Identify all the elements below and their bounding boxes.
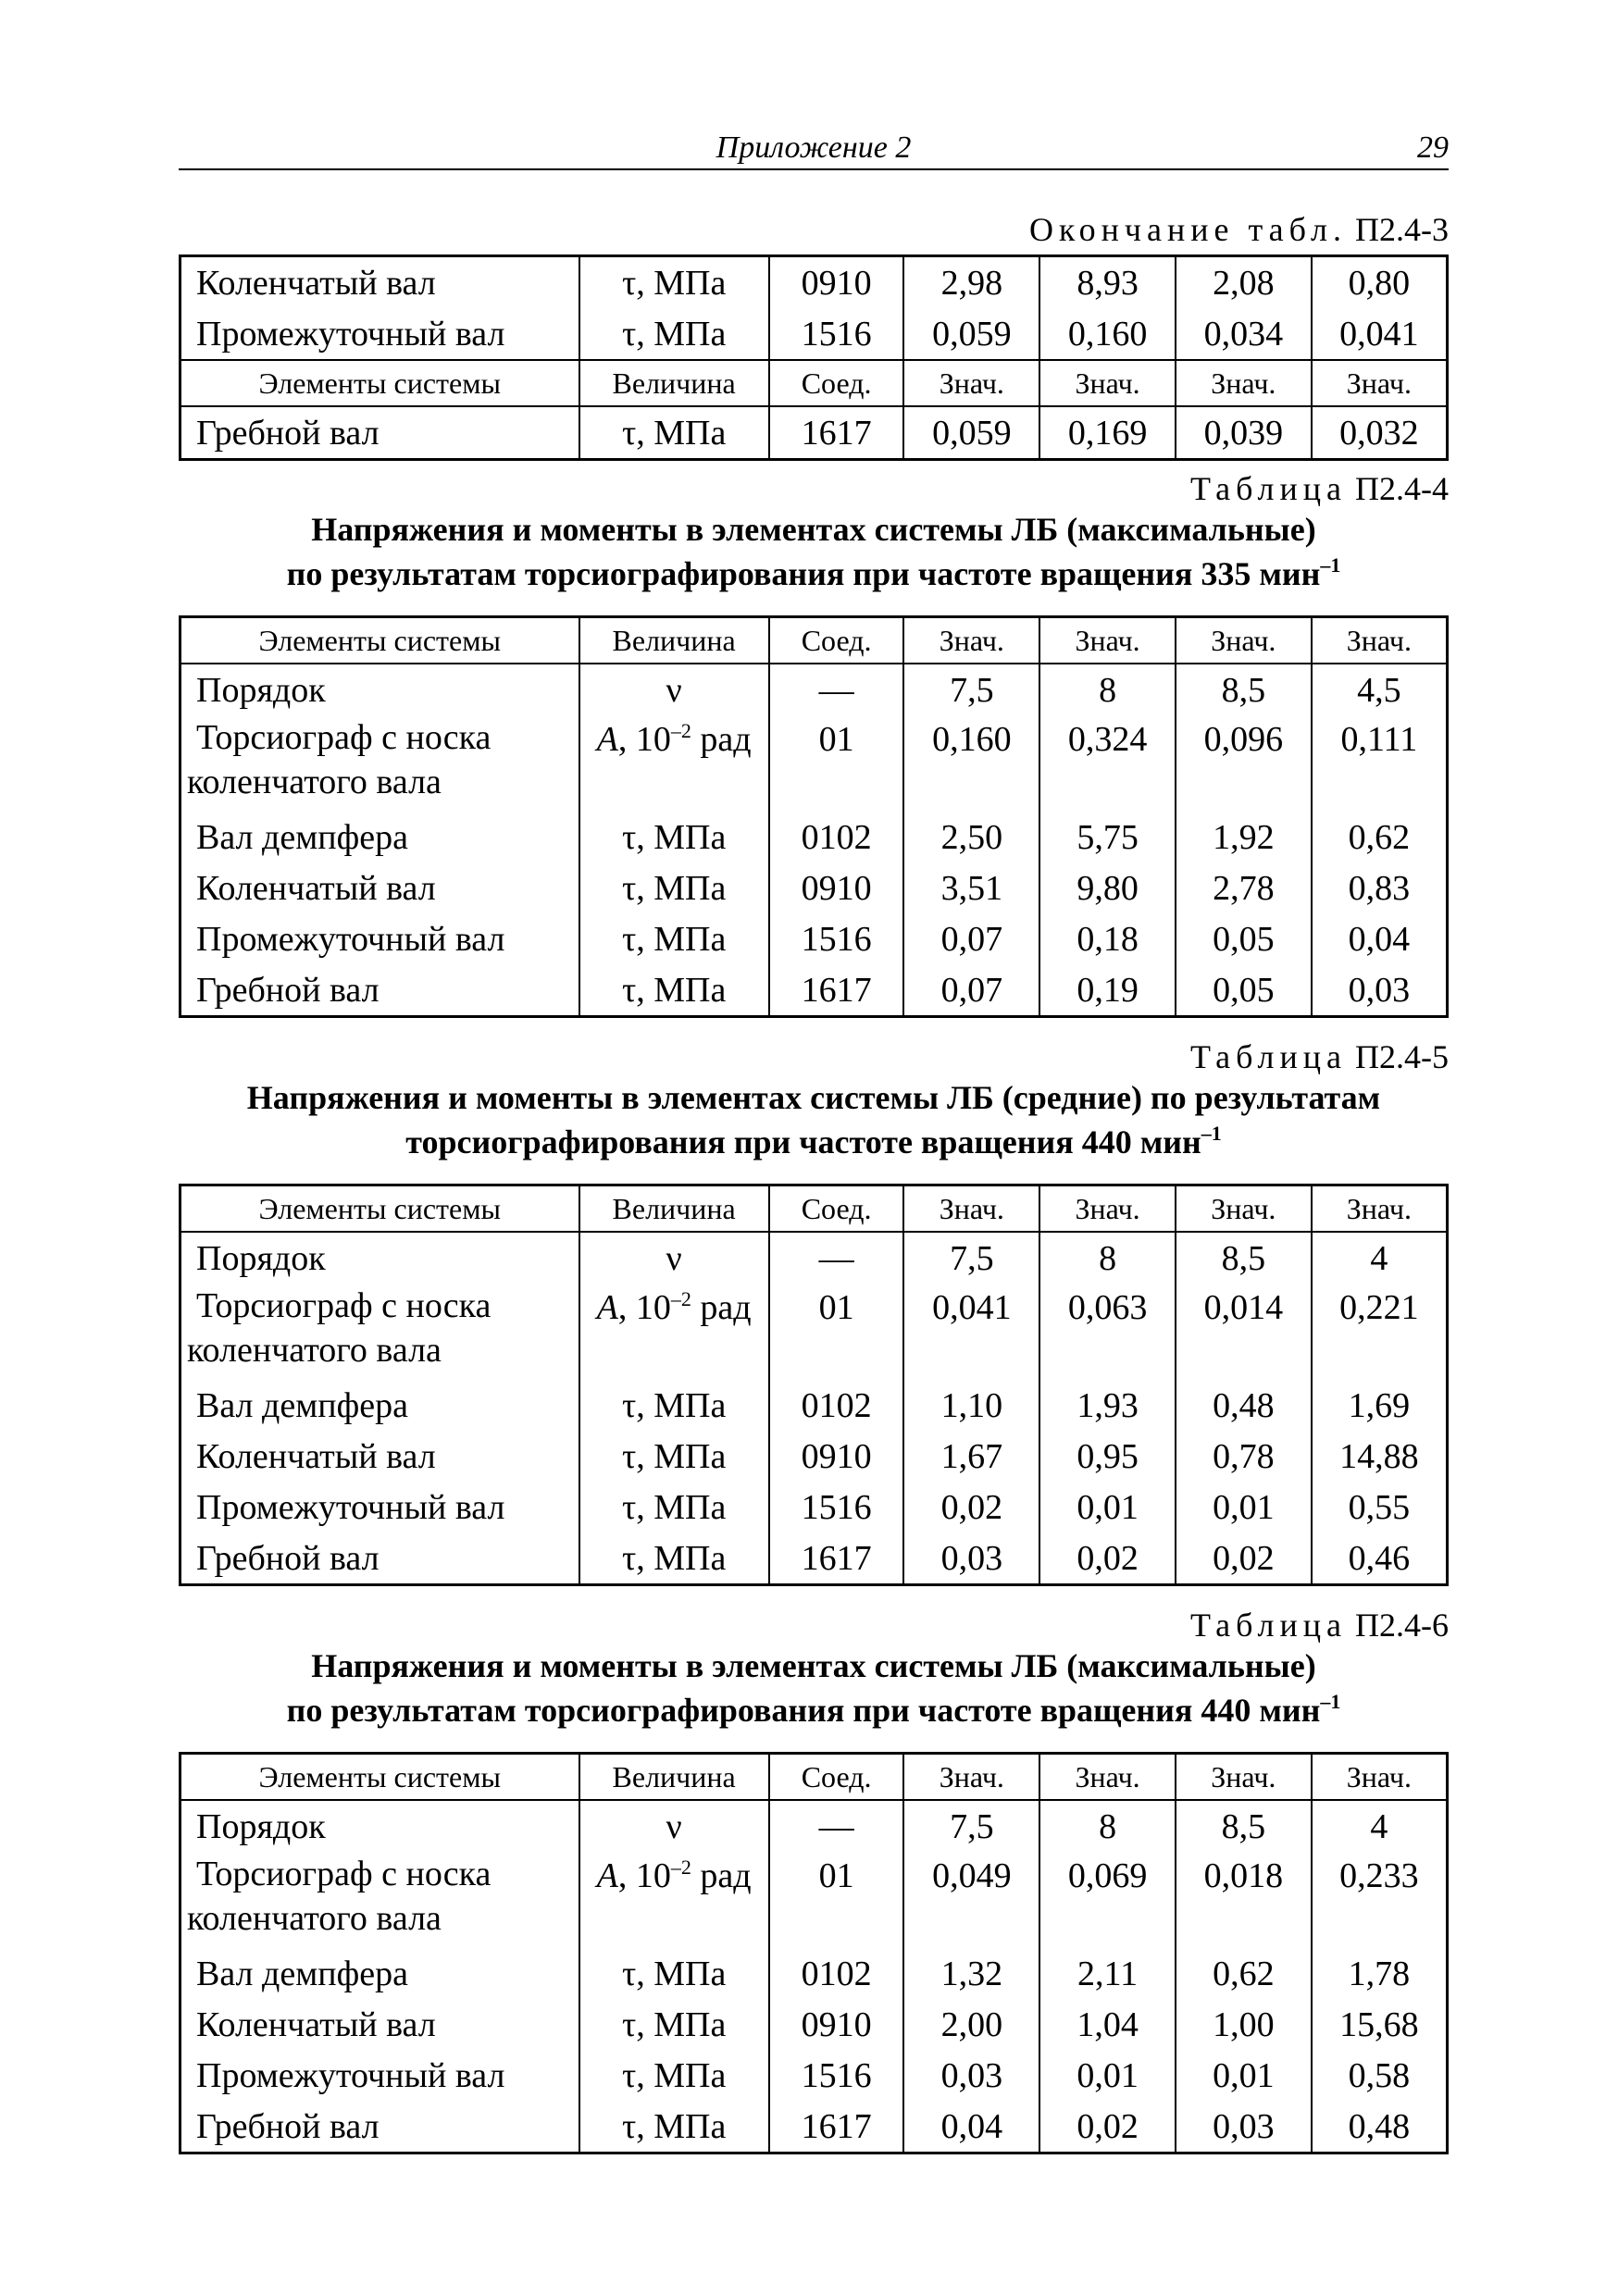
table-row xyxy=(180,256,1448,309)
table-p2-4-6 xyxy=(179,1752,1449,2154)
header-row xyxy=(180,1754,1448,1801)
table-cell: 0,58 xyxy=(1312,2050,1448,2101)
table-cell: Знач. xyxy=(1176,617,1312,664)
element-label-line2: коленчатого вала xyxy=(187,1331,442,1370)
table-cell: Знач. xyxy=(1176,1185,1312,1233)
table-title xyxy=(179,1075,1449,1164)
table-row xyxy=(180,1852,1448,1948)
table-cell: 0,03 xyxy=(1176,2101,1312,2153)
table-cell: 0910 xyxy=(769,1431,904,1482)
table-cell: Знач. xyxy=(1312,1185,1448,1233)
table-cell: 0,46 xyxy=(1312,1533,1448,1585)
element-label-line2: коленчатого вала xyxy=(187,1899,442,1938)
table-caption xyxy=(1029,211,1449,248)
table-cell: 0,95 xyxy=(1039,1431,1176,1482)
table-row xyxy=(180,1948,1448,1999)
element-cell: Элементы системы xyxy=(180,1185,579,1233)
table-cell: 0,059 xyxy=(903,406,1039,460)
amplitude-unit-rad: рад xyxy=(691,1288,752,1327)
table-title xyxy=(179,507,1449,596)
amplitude-exponent: –2 xyxy=(670,1855,691,1879)
section-title: Приложение 2 xyxy=(716,130,912,165)
table-cell: 8,5 xyxy=(1176,1232,1312,1284)
element-cell: Вал демпфера xyxy=(180,1380,579,1431)
caption-word: Таблица xyxy=(1190,470,1347,507)
element-cell: Промежуточный вал xyxy=(180,913,579,964)
element-cell: Порядок xyxy=(180,664,579,715)
table-cell: 0,03 xyxy=(903,1533,1039,1585)
table-cell: Знач. xyxy=(903,617,1039,664)
caption-number: П2.4-5 xyxy=(1355,1038,1449,1075)
element-cell: Порядок xyxy=(180,1232,579,1284)
table-cell: 1,04 xyxy=(1039,1999,1176,2050)
table-row xyxy=(180,1380,1448,1431)
header-row xyxy=(180,617,1448,664)
element-cell xyxy=(180,715,579,812)
element-cell: Промежуточный вал xyxy=(180,2050,579,2101)
table-cell: 1516 xyxy=(769,308,904,360)
table-cell: 0,04 xyxy=(903,2101,1039,2153)
table-cell: 7,5 xyxy=(903,1800,1039,1852)
table-cell: 8 xyxy=(1039,1232,1176,1284)
table-row xyxy=(180,1482,1448,1533)
table-cell: ν xyxy=(579,1800,769,1852)
caption-word: Таблица xyxy=(1190,1038,1347,1075)
table-caption xyxy=(1190,470,1449,507)
table-cell: 15,68 xyxy=(1312,1999,1448,2050)
table-body xyxy=(180,1754,1448,2153)
table-cell: 0,041 xyxy=(1312,308,1448,360)
table-cell: 0910 xyxy=(769,256,904,309)
table-cell: τ, МПа xyxy=(579,308,769,360)
table-cell: Знач. xyxy=(1176,1754,1312,1801)
table-row xyxy=(180,1999,1448,2050)
amplitude-unit-rad: рад xyxy=(691,720,752,759)
table-cell: 0,221 xyxy=(1312,1284,1448,1380)
table-cell: 2,78 xyxy=(1176,863,1312,913)
table-cell: 2,98 xyxy=(903,256,1039,309)
table-cell: 1,32 xyxy=(903,1948,1039,1999)
element-cell: Вал демпфера xyxy=(180,812,579,863)
table-cell: Знач. xyxy=(903,1185,1039,1233)
table-cell: Соед. xyxy=(769,1185,904,1233)
table-cell: τ, МПа xyxy=(579,406,769,460)
element-cell: Элементы системы xyxy=(180,1754,579,1801)
caption-word: Окончание табл. xyxy=(1028,211,1347,248)
table-cell: 1617 xyxy=(769,406,904,460)
table-cell: 0,80 xyxy=(1312,256,1448,309)
table-cell: 0,01 xyxy=(1176,2050,1312,2101)
table-cell: 4 xyxy=(1312,1800,1448,1852)
table-cell: Знач. xyxy=(1039,1754,1176,1801)
element-cell: Коленчатый вал xyxy=(180,1431,579,1482)
amplitude-symbol: A xyxy=(596,1856,618,1895)
table-cell: 0,55 xyxy=(1312,1482,1448,1533)
table-cell: 0,018 xyxy=(1176,1852,1312,1948)
table-cell: 0,07 xyxy=(903,913,1039,964)
table-cell: 0102 xyxy=(769,1380,904,1431)
element-cell: Гребной вал xyxy=(180,964,579,1017)
table-cell: 0,324 xyxy=(1039,715,1176,812)
table-cell: τ, МПа xyxy=(579,1948,769,1999)
table-cell: 0,02 xyxy=(1039,2101,1176,2153)
table-cell: 1617 xyxy=(769,964,904,1017)
running-header xyxy=(179,130,1449,170)
table-cell: 2,11 xyxy=(1039,1948,1176,1999)
table-cell: 0,01 xyxy=(1176,1482,1312,1533)
table-cell: Знач. xyxy=(1312,360,1448,406)
element-cell xyxy=(180,1284,579,1380)
table-cell: 7,5 xyxy=(903,664,1039,715)
table-cell: — xyxy=(769,1800,904,1852)
table-row xyxy=(180,913,1448,964)
table-row xyxy=(180,1284,1448,1380)
header-row xyxy=(180,360,1448,406)
table-cell: Величина xyxy=(579,360,769,406)
table-cell: 1,92 xyxy=(1176,812,1312,863)
table-cell: Соед. xyxy=(769,617,904,664)
table-row xyxy=(180,715,1448,812)
table-cell: 0102 xyxy=(769,1948,904,1999)
table-cell: 0,78 xyxy=(1176,1431,1312,1482)
header-row xyxy=(180,1185,1448,1233)
table-cell: 14,88 xyxy=(1312,1431,1448,1482)
table-cell: τ, МПа xyxy=(579,812,769,863)
table-cell: 1516 xyxy=(769,913,904,964)
table-cell: τ, МПа xyxy=(579,1999,769,2050)
element-label-line1: Торсиограф с носка xyxy=(196,1286,492,1325)
table-cell: Знач. xyxy=(1312,617,1448,664)
amplitude-exponent: –2 xyxy=(670,719,691,742)
table-cell: 0910 xyxy=(769,863,904,913)
table-row xyxy=(180,2050,1448,2101)
table-cell: 0,160 xyxy=(1039,308,1176,360)
table-cell: 0,063 xyxy=(1039,1284,1176,1380)
caption-number: П2.4-4 xyxy=(1355,470,1449,507)
table-cell: ν xyxy=(579,664,769,715)
table-cell: Знач. xyxy=(1176,360,1312,406)
table-cell: 1,69 xyxy=(1312,1380,1448,1431)
table-cell: τ, МПа xyxy=(579,256,769,309)
element-label-line1: Торсиограф с носка xyxy=(196,718,492,757)
table-cell: — xyxy=(769,1232,904,1284)
table-cell: τ, МПа xyxy=(579,2050,769,2101)
table-cell: Знач. xyxy=(903,360,1039,406)
table-row xyxy=(180,2101,1448,2153)
title-line: Напряжения и моменты в элементах системы ЛБ (максимальные) xyxy=(311,1647,1316,1684)
title-line: Напряжения и моменты в элементах системы ЛБ (средние) по результатам xyxy=(246,1079,1381,1116)
table-cell: 0,111 xyxy=(1312,715,1448,812)
table-body xyxy=(180,1185,1448,1585)
table-cell: 1516 xyxy=(769,2050,904,2101)
table-cell: 1,00 xyxy=(1176,1999,1312,2050)
table-row xyxy=(180,1431,1448,1482)
table-cell: 0102 xyxy=(769,812,904,863)
element-cell: Коленчатый вал xyxy=(180,1999,579,2050)
table-cell: 2,50 xyxy=(903,812,1039,863)
title-line: по результатам торсиографирования при частоте вращения 440 мин$^{-1}$ xyxy=(286,1690,1341,1729)
table-cell: 8,5 xyxy=(1176,1800,1312,1852)
table-cell: 4 xyxy=(1312,1232,1448,1284)
table-row xyxy=(180,308,1448,360)
table-cell: 8 xyxy=(1039,1800,1176,1852)
table-cell: Соед. xyxy=(769,360,904,406)
amplitude-symbol: A xyxy=(596,720,618,759)
table-cell: 0,05 xyxy=(1176,913,1312,964)
amplitude-unit: , 10 xyxy=(617,720,671,759)
table-cell: 0,069 xyxy=(1039,1852,1176,1948)
element-label-line1: Торсиограф с носка xyxy=(196,1855,492,1893)
element-cell: Порядок xyxy=(180,1800,579,1852)
element-cell: Элементы системы xyxy=(180,360,579,406)
table-cell: 3,51 xyxy=(903,863,1039,913)
table-caption xyxy=(1190,1607,1449,1644)
caption-number: П2.4-3 xyxy=(1355,211,1449,248)
table-cell: 1516 xyxy=(769,1482,904,1533)
table-cell: Знач. xyxy=(1039,360,1176,406)
amplitude-symbol: A xyxy=(596,1288,618,1327)
table-cell: 0,01 xyxy=(1039,1482,1176,1533)
table-cell: 0,014 xyxy=(1176,1284,1312,1380)
quantity-cell xyxy=(579,1284,769,1380)
table-cell: Соед. xyxy=(769,1754,904,1801)
table-cell: Величина xyxy=(579,1185,769,1233)
table-cell: 0,18 xyxy=(1039,913,1176,964)
table-cell: τ, МПа xyxy=(579,863,769,913)
table-cell: 0,096 xyxy=(1176,715,1312,812)
table-cell: Величина xyxy=(579,1754,769,1801)
table-cell: 7,5 xyxy=(903,1232,1039,1284)
table-cell: 0,032 xyxy=(1312,406,1448,460)
table-cell: 0,039 xyxy=(1176,406,1312,460)
table-cell: 0,83 xyxy=(1312,863,1448,913)
element-cell: Гребной вал xyxy=(180,1533,579,1585)
element-cell: Гребной вал xyxy=(180,406,579,460)
table-row xyxy=(180,1533,1448,1585)
table-cell: 1617 xyxy=(769,1533,904,1585)
table-body xyxy=(180,256,1448,460)
element-cell: Элементы системы xyxy=(180,617,579,664)
table-cell: 0,62 xyxy=(1176,1948,1312,1999)
table-p2-4-4 xyxy=(179,615,1449,1018)
element-cell: Промежуточный вал xyxy=(180,1482,579,1533)
table-cell: 01 xyxy=(769,1284,904,1380)
table-cell: Знач. xyxy=(1039,1185,1176,1233)
element-cell: Вал демпфера xyxy=(180,1948,579,1999)
table-cell: τ, МПа xyxy=(579,1533,769,1585)
table-cell: 1,93 xyxy=(1039,1380,1176,1431)
amplitude-exponent: –2 xyxy=(670,1287,691,1310)
table-cell: ν xyxy=(579,1232,769,1284)
table-row xyxy=(180,1800,1448,1852)
table-cell: 2,00 xyxy=(903,1999,1039,2050)
element-cell: Гребной вал xyxy=(180,2101,579,2153)
quantity-cell xyxy=(579,715,769,812)
table-cell: 8,93 xyxy=(1039,256,1176,309)
table-row xyxy=(180,812,1448,863)
table-p2-4-3-continuation xyxy=(179,254,1449,461)
table-cell: 0,05 xyxy=(1176,964,1312,1017)
table-row xyxy=(180,664,1448,715)
table-cell: 0,049 xyxy=(903,1852,1039,1948)
table-cell: — xyxy=(769,664,904,715)
table-cell: 1,10 xyxy=(903,1380,1039,1431)
table-cell: 0,034 xyxy=(1176,308,1312,360)
table-title xyxy=(179,1644,1449,1732)
table-cell: Знач. xyxy=(903,1754,1039,1801)
table-cell: τ, МПа xyxy=(579,2101,769,2153)
element-label-line2: коленчатого вала xyxy=(187,763,442,801)
table-cell: 8,5 xyxy=(1176,664,1312,715)
caption-word: Таблица xyxy=(1190,1607,1347,1644)
table-cell: τ, МПа xyxy=(579,1431,769,1482)
table-cell: 4,5 xyxy=(1312,664,1448,715)
table-cell: 0,62 xyxy=(1312,812,1448,863)
table-cell: 1,78 xyxy=(1312,1948,1448,1999)
table-cell: 0,19 xyxy=(1039,964,1176,1017)
table-cell: 2,08 xyxy=(1176,256,1312,309)
table-cell: 0,07 xyxy=(903,964,1039,1017)
table-cell: Величина xyxy=(579,617,769,664)
table-cell: 0,02 xyxy=(1176,1533,1312,1585)
title-line: по результатам торсиографирования при частоте вращения 335 мин$^{-1}$ xyxy=(286,553,1341,592)
table-row xyxy=(180,406,1448,460)
element-cell: Промежуточный вал xyxy=(180,308,579,360)
table-cell: 0,02 xyxy=(903,1482,1039,1533)
element-cell: Коленчатый вал xyxy=(180,863,579,913)
table-cell: 01 xyxy=(769,1852,904,1948)
table-cell: 0,01 xyxy=(1039,2050,1176,2101)
table-cell: τ, МПа xyxy=(579,1380,769,1431)
page-number: 29 xyxy=(1417,130,1449,165)
element-cell xyxy=(180,1852,579,1948)
title-line: торсиографирования при частоте вращения 440 мин$^{-1}$ xyxy=(405,1122,1222,1160)
table-cell: 0,04 xyxy=(1312,913,1448,964)
table-cell: 0,03 xyxy=(903,2050,1039,2101)
table-cell: 0,48 xyxy=(1176,1380,1312,1431)
table-cell: τ, МПа xyxy=(579,913,769,964)
table-p2-4-5 xyxy=(179,1184,1449,1586)
table-cell: 0,02 xyxy=(1039,1533,1176,1585)
table-cell: 8 xyxy=(1039,664,1176,715)
table-cell: 1,67 xyxy=(903,1431,1039,1482)
table-row xyxy=(180,964,1448,1017)
table-cell: 1617 xyxy=(769,2101,904,2153)
table-row xyxy=(180,863,1448,913)
table-cell: 01 xyxy=(769,715,904,812)
table-cell: 0,48 xyxy=(1312,2101,1448,2153)
amplitude-unit: , 10 xyxy=(617,1288,671,1327)
table-cell: 0,160 xyxy=(903,715,1039,812)
caption-number: П2.4-6 xyxy=(1355,1607,1449,1644)
amplitude-unit: , 10 xyxy=(617,1856,671,1895)
amplitude-unit-rad: рад xyxy=(691,1856,752,1895)
table-caption xyxy=(1190,1038,1449,1075)
table-row xyxy=(180,1232,1448,1284)
table-cell: 0910 xyxy=(769,1999,904,2050)
table-cell: 0,233 xyxy=(1312,1852,1448,1948)
table-cell: 9,80 xyxy=(1039,863,1176,913)
title-line: Напряжения и моменты в элементах системы ЛБ (максимальные) xyxy=(311,511,1316,548)
table-cell: Знач. xyxy=(1312,1754,1448,1801)
table-cell: 0,041 xyxy=(903,1284,1039,1380)
table-cell: 5,75 xyxy=(1039,812,1176,863)
element-cell: Коленчатый вал xyxy=(180,256,579,309)
table-cell: Знач. xyxy=(1039,617,1176,664)
quantity-cell xyxy=(579,1852,769,1948)
table-cell: 0,169 xyxy=(1039,406,1176,460)
table-cell: 0,059 xyxy=(903,308,1039,360)
table-cell: τ, МПа xyxy=(579,964,769,1017)
table-cell: τ, МПа xyxy=(579,1482,769,1533)
table-body xyxy=(180,617,1448,1017)
table-cell: 0,03 xyxy=(1312,964,1448,1017)
